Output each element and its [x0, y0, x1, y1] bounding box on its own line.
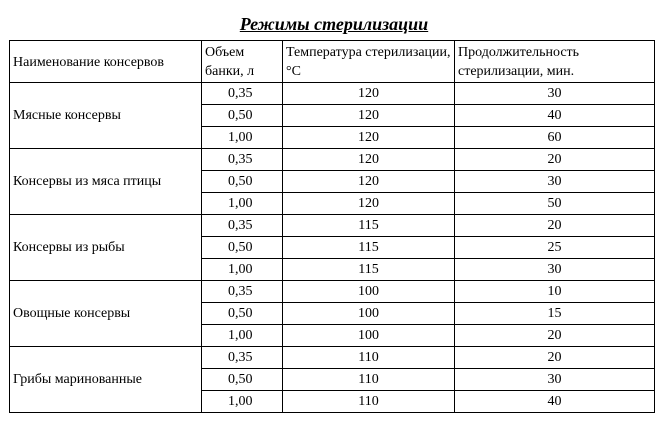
header-jar-volume: Объем банки, л [202, 41, 283, 83]
table-header [10, 41, 655, 83]
sterilization-table [9, 40, 655, 413]
duration-cell: 40 [455, 391, 655, 413]
temperature-cell: 110 [283, 391, 455, 413]
volume-cell: 0,35 [202, 215, 283, 237]
table-row [10, 149, 655, 171]
volume-cell: 0,50 [202, 369, 283, 391]
temperature-cell: 120 [283, 105, 455, 127]
duration-cell: 30 [455, 171, 655, 193]
temperature-cell: 110 [283, 347, 455, 369]
volume-cell: 1,00 [202, 325, 283, 347]
volume-cell: 0,35 [202, 83, 283, 105]
temperature-cell: 120 [283, 193, 455, 215]
temperature-cell: 120 [283, 127, 455, 149]
page-title: Режимы стерилизации [239, 14, 429, 34]
table-row [10, 281, 655, 303]
temperature-cell: 120 [283, 171, 455, 193]
duration-cell: 30 [455, 83, 655, 105]
temperature-cell: 100 [283, 303, 455, 325]
duration-cell: 50 [455, 193, 655, 215]
product-name-cell: Грибы маринованные [10, 347, 202, 413]
volume-cell: 0,35 [202, 149, 283, 171]
volume-cell: 0,50 [202, 105, 283, 127]
volume-cell: 1,00 [202, 391, 283, 413]
product-name-cell: Консервы из мяса птицы [10, 149, 202, 215]
header-duration: Продолжительность стерилизации, мин. [455, 41, 655, 83]
table-row [10, 215, 655, 237]
volume-cell: 0,50 [202, 237, 283, 259]
table-body [10, 83, 655, 413]
product-name-cell: Овощные консервы [10, 281, 202, 347]
header-row [10, 41, 655, 83]
volume-cell: 1,00 [202, 127, 283, 149]
temperature-cell: 115 [283, 237, 455, 259]
duration-cell: 60 [455, 127, 655, 149]
duration-cell: 20 [455, 149, 655, 171]
temperature-cell: 120 [283, 83, 455, 105]
temperature-cell: 100 [283, 281, 455, 303]
duration-cell: 30 [455, 259, 655, 281]
duration-cell: 30 [455, 369, 655, 391]
volume-cell: 0,50 [202, 303, 283, 325]
table-row [10, 83, 655, 105]
temperature-cell: 110 [283, 369, 455, 391]
duration-cell: 20 [455, 325, 655, 347]
temperature-cell: 100 [283, 325, 455, 347]
header-product-name: Наименование консервов [10, 41, 202, 83]
volume-cell: 0,35 [202, 347, 283, 369]
volume-cell: 1,00 [202, 193, 283, 215]
duration-cell: 40 [455, 105, 655, 127]
duration-cell: 20 [455, 215, 655, 237]
duration-cell: 20 [455, 347, 655, 369]
product-name-cell: Мясные консервы [10, 83, 202, 149]
header-temperature: Температура стерилизации, °С [283, 41, 455, 83]
product-name-cell: Консервы из рыбы [10, 215, 202, 281]
temperature-cell: 115 [283, 215, 455, 237]
volume-cell: 0,35 [202, 281, 283, 303]
duration-cell: 25 [455, 237, 655, 259]
duration-cell: 10 [455, 281, 655, 303]
volume-cell: 1,00 [202, 259, 283, 281]
temperature-cell: 120 [283, 149, 455, 171]
duration-cell: 15 [455, 303, 655, 325]
temperature-cell: 115 [283, 259, 455, 281]
volume-cell: 0,50 [202, 171, 283, 193]
table-row [10, 347, 655, 369]
